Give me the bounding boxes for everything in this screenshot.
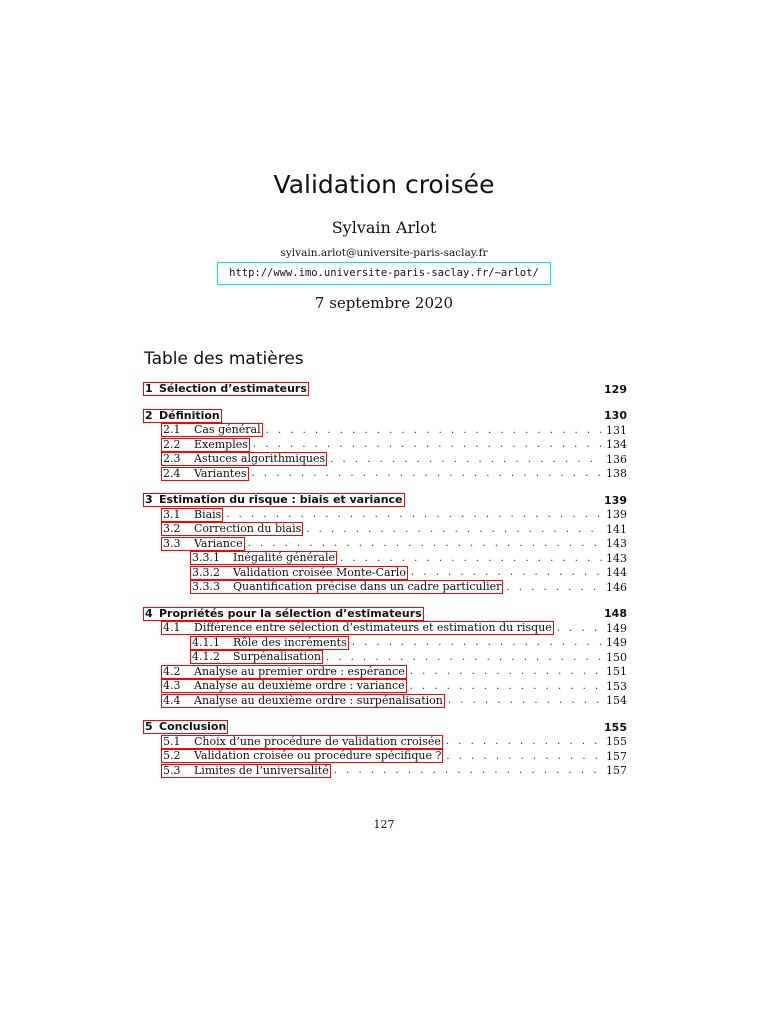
toc-entry [143, 551, 627, 566]
toc-entry-page: 157 [606, 749, 627, 763]
toc-entry-link[interactable] [143, 720, 228, 734]
toc-entry-page: 130 [604, 409, 627, 423]
toc-entry [143, 650, 627, 665]
toc-entry-page: 153 [606, 679, 627, 693]
toc-entry-link[interactable] [161, 621, 554, 635]
toc-entry-number: 3 [145, 493, 153, 507]
toc-entry-link[interactable] [190, 566, 408, 580]
dot-leader [340, 553, 603, 564]
toc-entry-link[interactable] [161, 522, 303, 536]
toc-entry-link[interactable] [161, 508, 223, 522]
toc-entry-page: 138 [606, 467, 627, 481]
toc-entry-label: Limites de l’universalité [194, 763, 329, 777]
toc-entry-label: Variance [194, 536, 243, 550]
toc-entry-page: 148 [604, 607, 627, 621]
toc-entry [143, 679, 627, 694]
toc-entry-link[interactable] [161, 694, 445, 708]
toc-entry-number: 2 [145, 408, 153, 422]
author-name: Sylvain Arlot [331, 218, 437, 237]
dot-leader [326, 652, 603, 663]
toc-entry-label: Estimation du risque : biais et variance [159, 493, 403, 507]
toc-entry-label: Surpénalisation [233, 650, 321, 664]
toc-heading: Table des matières [144, 349, 304, 369]
toc-entry-label: Propriétés pour la sélection d’estimateurs [159, 606, 422, 620]
dot-leader [334, 765, 603, 776]
toc-entry-page: 157 [606, 764, 627, 778]
toc-entry [143, 720, 627, 735]
author-url-link[interactable]: http://www.imo.universite-paris-saclay.fr/~arlot/ [217, 262, 551, 285]
toc-entry [143, 409, 627, 424]
toc-entry-page: 141 [606, 522, 627, 536]
toc-entry-number: 5.1 [163, 734, 181, 748]
dot-leader [410, 666, 603, 677]
toc-entry-link[interactable] [161, 764, 331, 778]
dot-leader [506, 582, 603, 593]
dot-leader [306, 524, 603, 535]
toc-entry-label: Variantes [194, 466, 247, 480]
toc-entry-number: 5 [145, 720, 153, 734]
toc-entry [143, 423, 627, 438]
toc-entry-page: 154 [606, 694, 627, 708]
toc-entry-page: 131 [606, 423, 627, 437]
toc-entry [143, 665, 627, 680]
dot-leader [248, 538, 603, 549]
toc-entry-number: 2.1 [163, 423, 181, 437]
toc-entry [143, 537, 627, 552]
toc-entry-label: Analyse au deuxième ordre : surpénalisation [194, 693, 443, 707]
toc-entry-label: Validation croisée ou procédure spécifique ? [194, 749, 442, 763]
toc-entry-page: 134 [606, 438, 627, 452]
toc-entry-label: Inégalité générale [233, 551, 335, 565]
dot-leader [448, 695, 603, 706]
toc-entry-number: 3.3.3 [192, 580, 220, 594]
toc-entry-number: 3.3 [163, 536, 181, 550]
toc-entry-number: 3.1 [163, 507, 181, 521]
toc-entry-link[interactable] [143, 409, 222, 423]
toc-entry-label: Définition [159, 408, 220, 422]
toc-entry-number: 5.2 [163, 749, 181, 763]
toc-entry-number: 1 [145, 382, 153, 396]
toc-entry-number: 2.3 [163, 452, 181, 466]
toc-entry-link[interactable] [161, 665, 407, 679]
author-email[interactable]: sylvain.arlot@universite-paris-saclay.fr [280, 247, 488, 259]
toc-entry-link[interactable] [161, 438, 250, 452]
toc-entry-link[interactable] [161, 537, 245, 551]
toc-entry-link[interactable] [161, 749, 443, 763]
toc-entry-link[interactable] [161, 423, 263, 437]
toc-entry-link[interactable] [161, 467, 249, 481]
toc-entry-number: 4 [145, 606, 153, 620]
toc-entry-link[interactable] [190, 580, 503, 594]
toc-entry-number: 4.3 [163, 679, 181, 693]
toc-entry [143, 467, 627, 482]
toc-entry-page: 136 [606, 452, 627, 466]
toc-entry-number: 4.1.1 [192, 635, 220, 649]
dot-leader [410, 681, 603, 692]
toc-entry-number: 4.1 [163, 621, 181, 635]
toc-entry-link[interactable] [161, 452, 327, 466]
toc-entry-label: Correction du biais [194, 522, 302, 536]
toc-entry [143, 522, 627, 537]
toc-entry-label: Quantification précise dans un cadre particulier [233, 580, 502, 594]
toc-entry-number: 3.3.2 [192, 565, 220, 579]
toc-entry-link[interactable] [161, 735, 443, 749]
page-number: 127 [373, 818, 395, 831]
toc-entry [143, 621, 627, 636]
toc-entry [143, 580, 627, 595]
toc-entry-label: Validation croisée Monte-Carlo [233, 565, 406, 579]
toc-entry-label: Analyse au deuxième ordre : variance [194, 679, 405, 693]
toc-entry-label: Cas général [194, 423, 261, 437]
toc-entry-number: 3.3.1 [192, 551, 220, 565]
dot-leader [253, 439, 603, 450]
toc-entry-link[interactable] [190, 650, 323, 664]
toc-entry-link[interactable] [161, 679, 407, 693]
toc-entry-label: Conclusion [159, 720, 227, 734]
toc-entry [143, 749, 627, 764]
dot-leader [411, 567, 603, 578]
toc-entry-link[interactable] [143, 382, 309, 396]
toc-entry-page: 146 [606, 580, 627, 594]
toc-entry [143, 735, 627, 750]
toc-entry-page: 129 [604, 382, 627, 396]
toc-entry-label: Exemples [194, 437, 248, 451]
toc-entry [143, 508, 627, 523]
toc-entry-page: 155 [604, 720, 627, 734]
toc-entry-link[interactable] [143, 607, 424, 621]
dot-leader [446, 751, 603, 762]
toc-entry-page: 143 [606, 537, 627, 551]
toc-entry-link[interactable] [190, 636, 349, 650]
toc-entry-label: Rôle des incréments [233, 635, 347, 649]
toc-entry-link[interactable] [143, 493, 405, 507]
dot-leader [352, 637, 603, 648]
toc-entry-page: 139 [606, 508, 627, 522]
toc-entry-page: 149 [606, 621, 627, 635]
toc-entry-label: Biais [194, 507, 222, 521]
toc-entry-number: 3.2 [163, 522, 181, 536]
toc-entry [143, 607, 627, 622]
dot-leader [557, 623, 603, 634]
toc-entry-label: Différence entre sélection d’estimateurs et estimation du risque [194, 621, 552, 635]
toc-entry [143, 694, 627, 709]
toc-entry [143, 566, 627, 581]
toc-entry-number: 5.3 [163, 763, 181, 777]
toc-entry-number: 4.4 [163, 693, 181, 707]
toc-entry-label: Analyse au premier ordre : espérance [194, 664, 405, 678]
document-date: 7 septembre 2020 [314, 294, 454, 312]
toc-entry [143, 764, 627, 779]
toc-entry-page: 139 [604, 493, 627, 507]
document-title: Validation croisée [273, 170, 495, 199]
dot-leader [446, 736, 603, 747]
toc-entry-link[interactable] [190, 551, 337, 565]
toc-entry-label: Choix d’une procédure de validation croisée [194, 734, 441, 748]
toc-entry-number: 4.1.2 [192, 650, 220, 664]
toc-entry-page: 155 [606, 735, 627, 749]
toc-entry-number: 2.2 [163, 437, 181, 451]
toc-entry-page: 150 [606, 650, 627, 664]
toc-entry-page: 144 [606, 566, 627, 580]
toc-entry-label: Astuces algorithmiques [194, 452, 326, 466]
dot-leader [226, 509, 603, 520]
toc-entry [143, 636, 627, 651]
toc-entry-number: 4.2 [163, 664, 181, 678]
toc-entry-number: 2.4 [163, 466, 181, 480]
dot-leader [252, 468, 604, 479]
toc-entry [143, 438, 627, 453]
toc-entry-label: Sélection d’estimateurs [159, 382, 307, 396]
dot-leader [330, 454, 603, 465]
toc-entry [143, 382, 627, 397]
toc-entry-page: 151 [606, 665, 627, 679]
dot-leader [266, 425, 603, 436]
table-of-contents [143, 382, 627, 778]
toc-entry-page: 149 [606, 636, 627, 650]
toc-entry [143, 493, 627, 508]
toc-entry-page: 143 [606, 551, 627, 565]
toc-entry [143, 452, 627, 467]
